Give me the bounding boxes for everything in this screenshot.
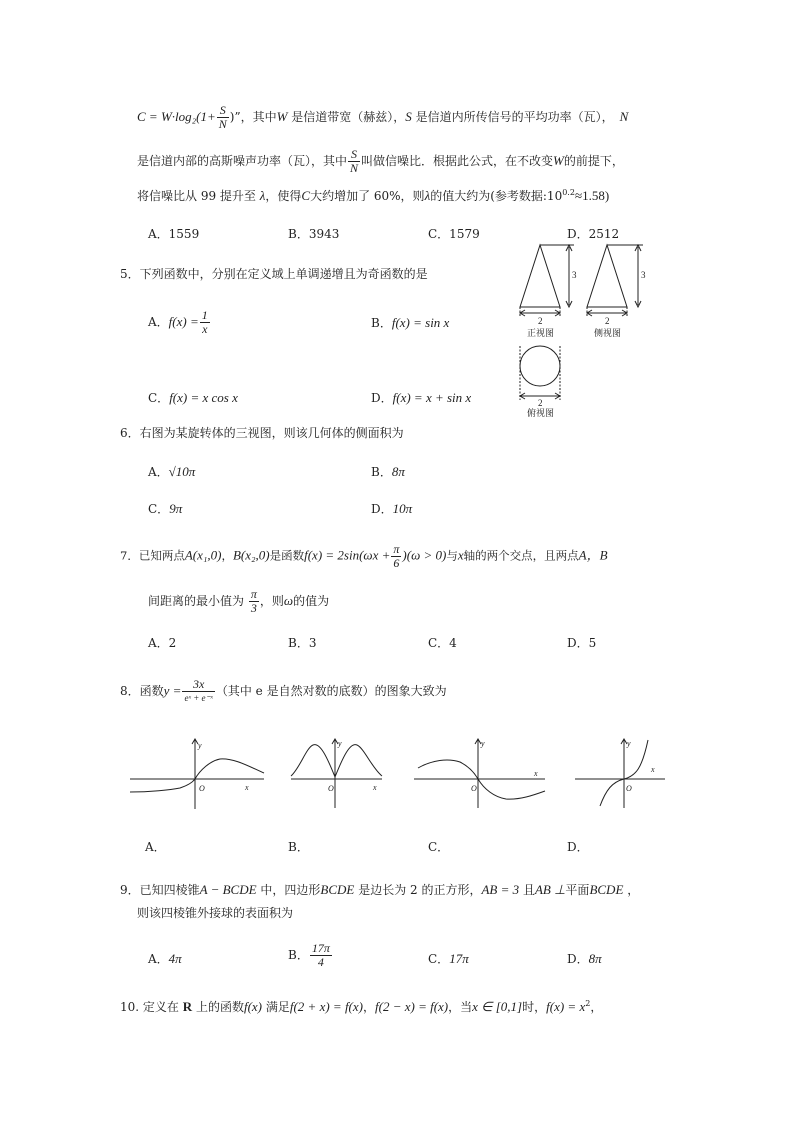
- q6-option-c: C．9π: [148, 501, 183, 516]
- q9-option-b: B． $\frac{17\pi}{4}$: [288, 941, 330, 969]
- q5-option-a: A．f(x) = $\frac{1}{x}$: [148, 308, 208, 336]
- graph-a-origin: O: [199, 784, 205, 793]
- graph-d-x-label: x: [651, 765, 655, 774]
- q4-line2: 是信道内部的高斯噪声功率（瓦），其中 $\frac{S}{N}$ 叫做信噪比．根据此公式，在不改变W的前提下，: [137, 147, 624, 175]
- q9-option-a: A．4π: [148, 951, 182, 966]
- q6-option-a: A．√10π: [148, 464, 196, 479]
- q5-option-b: B．f(x) = sin x: [371, 315, 450, 330]
- q4-option-c: C．1579: [428, 227, 480, 241]
- graph-c-y-label: y: [481, 739, 485, 748]
- q6-stem: 6．右图为某旋转体的三视图，则该几何体的侧面积为: [120, 426, 404, 440]
- q4-option-d: D．2512: [567, 227, 620, 241]
- graph-b-y-label: y: [338, 739, 342, 748]
- graph-d-origin: O: [626, 784, 632, 793]
- q6-option-b: B．8π: [371, 464, 405, 479]
- side-view-width-label: 2: [605, 316, 610, 326]
- top-view-label: 俯视图: [527, 409, 555, 419]
- front-view-width-label: 2: [538, 316, 543, 326]
- q7-option-c: C．4: [428, 636, 457, 650]
- side-view-label: 侧视图: [594, 329, 622, 339]
- q9-line2: 则该四棱锥外接球的表面积为: [137, 906, 294, 920]
- q4-line3: 将信噪比从 99 提升至 λ，使得C大约增加了 60%，则λ的值大约为(参考数据$:10^{0.2}\approx 1.58$): [137, 188, 610, 203]
- q7-line2: 间距离的最小值为 $\frac{\pi}{3}$ ，则ω的值为: [148, 587, 330, 615]
- q4-option-b: B．3943: [288, 227, 340, 241]
- graph-b-x-label: x: [373, 783, 377, 792]
- q4-sn-fraction: $\frac{S}{N}$: [218, 103, 227, 131]
- q4-formula: C = W·log₂(1+: [137, 109, 216, 124]
- q5-option-c: C．f(x) = x cos x: [148, 390, 238, 405]
- graph-b-curve: [291, 745, 382, 777]
- side-view-height-label: 3: [641, 270, 646, 280]
- graph-c-curve: [418, 760, 545, 799]
- q4-line1: C = W·log₂(1+ $\frac{S}{N}$ )”，其中W 是信道带宽（赫兹），S 是信道内所传信号的平均功率（瓦）， N: [137, 103, 629, 131]
- front-view-label: 正视图: [527, 329, 555, 339]
- q9-option-d: D．8π: [567, 951, 602, 966]
- q9-option-c: C．17π: [428, 951, 469, 966]
- front-view-height-label: 3: [572, 270, 577, 280]
- q5-option-d: D．f(x) = x + sin x: [371, 390, 472, 405]
- graph-d-y-label: y: [627, 739, 631, 748]
- q5-stem: 5．下列函数中，分别在定义域上单调递增且为奇函数的是: [120, 267, 428, 281]
- top-view-width-label: 2: [538, 398, 543, 408]
- q4-sn-fraction-2: $\frac{S}{N}$: [350, 147, 359, 175]
- q8-option-a: A．: [145, 840, 166, 854]
- q8-option-b: B．: [288, 840, 309, 854]
- q10-line1: 10. 定义在 R 上的函数f(x) 满足f(2 + x) = f(x)，f(2 − x) = f(x)，当x ∈ [0,1]时，$f(x) = x^2$，: [120, 999, 603, 1014]
- q9-line1: 9．已知四棱锥A − BCDE 中，四边形BCDE 是边长为 2 的正方形，AB = 3 且AB ⊥平面BCDE ，: [120, 882, 640, 897]
- q7-line1: 7．已知两点A(x₁,0)，B(x₂,0)是函数f(x) = 2sin(ωx + $\frac{\pi}{6}$ )(ω > 0)与x轴的两个交点，且两点A，B: [120, 542, 608, 570]
- q8-option-d: D．: [567, 840, 589, 854]
- graph-b-origin: O: [328, 784, 334, 793]
- q7-option-d: D．5: [567, 636, 597, 650]
- q8-stem: 8．函数y = $\frac{3x}{\text{eˣ + e⁻ˣ}}$ （其中 e 是自然对数的底数）的图象大致为: [120, 677, 447, 703]
- q7-option-a: A．2: [148, 636, 177, 650]
- graph-a-curve: [130, 759, 264, 792]
- graph-a-x-label: x: [245, 783, 249, 792]
- graph-a-y-label: y: [198, 741, 202, 750]
- graph-c-x-label: x: [534, 769, 538, 778]
- q6-option-d: D．10π: [371, 501, 413, 516]
- graph-c-origin: O: [471, 784, 477, 793]
- q4-option-a: A．1559: [148, 227, 200, 241]
- q8-option-c: C．: [428, 840, 450, 854]
- q7-option-b: B．3: [288, 636, 317, 650]
